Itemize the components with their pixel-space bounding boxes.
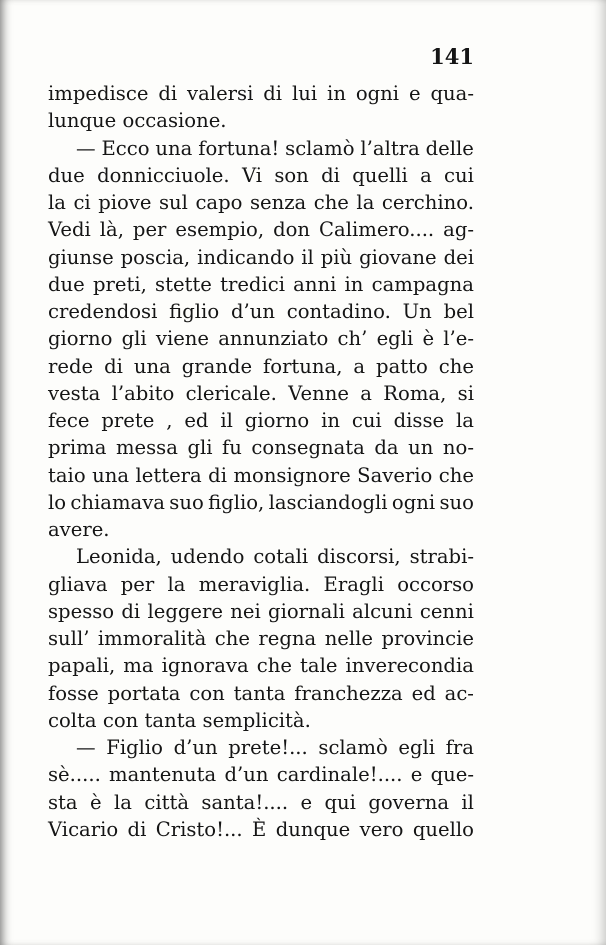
text-line: avere.: [48, 518, 110, 541]
text-line: fosse portata con tanta franchezza ed ac-: [48, 681, 474, 705]
text-line: colta con tanta semplicità.: [48, 708, 311, 732]
text-line: prima messa gli fu consegnata da un no-: [48, 436, 474, 460]
body-text: [48, 80, 474, 843]
text-line: sè..... mantenuta d’un cardinale!.... e que-: [48, 763, 474, 787]
text-line: Leonida, udendo cotali discorsi, strabi-: [76, 545, 474, 569]
text-line: Vicario di Cristo!... È dunque vero quello: [48, 817, 474, 841]
text-line: taio una lettera di monsignore Saverio che: [48, 463, 474, 487]
text-line: papali, ma ignorava che tale inverecondia: [48, 654, 474, 678]
text-line: lo chiamava suo figlio, lasciandogli ogni suo: [48, 490, 474, 514]
text-line: giorno gli viene annunziato ch’ egli è l’e-: [48, 327, 474, 351]
text-line: vesta l’abito clericale. Venne a Roma, si: [48, 381, 474, 405]
text-line: lunque occasione.: [48, 109, 227, 133]
text-line: credendosi figlio d’un contadino. Un bel: [48, 300, 474, 323]
text-line: giunse poscia, indicando il più giovane dei: [48, 245, 474, 269]
text-line: la ci piove sul capo senza che la cerchino.: [48, 191, 474, 214]
text-line: spesso di leggere nei giornali alcuni cenni: [48, 599, 474, 623]
text-line: impedisce di valersi di lui in ogni e qua-: [48, 82, 474, 105]
text-line: Vedi là, per esempio, don Calimero.... ag-: [48, 218, 474, 242]
text-line: due preti, stette tredici anni in campagna: [48, 272, 474, 296]
text-line: sull’ immoralità che regna nelle provincie: [48, 627, 474, 650]
text-line: — Figlio d’un prete!... sclamò egli fra: [76, 736, 474, 759]
text-line: due donnicciuole. Vi son di quelli a cui: [48, 163, 474, 187]
text-line: gliava per la meraviglia. Eragli occorso: [48, 572, 474, 596]
page-number: 141: [430, 44, 474, 69]
text-line: — Ecco una fortuna! sclamò l’altra delle: [76, 136, 474, 160]
text-line: sta è la città santa!.... e qui governa il: [48, 790, 474, 814]
text-line: fece prete , ed il giorno in cui disse la: [48, 409, 474, 432]
text-line: rede di una grande fortuna, a patto che: [48, 354, 474, 378]
